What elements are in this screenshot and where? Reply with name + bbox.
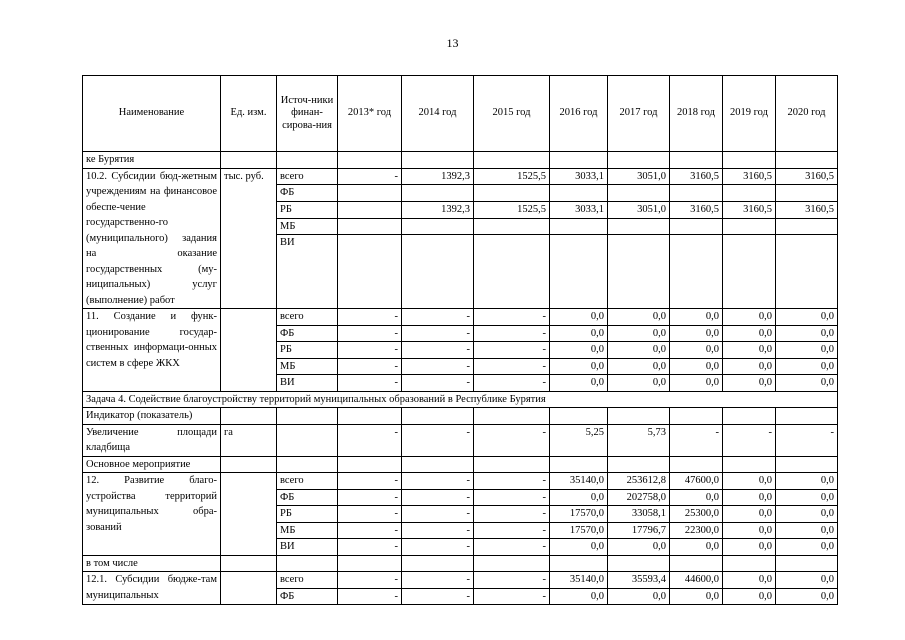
value-cell: 0,0 xyxy=(608,325,670,342)
empty-cell xyxy=(670,152,723,169)
empty-cell xyxy=(277,555,338,572)
empty-cell xyxy=(608,456,670,473)
value-cell: 0,0 xyxy=(670,358,723,375)
empty-cell xyxy=(402,555,474,572)
value-cell: 35140,0 xyxy=(550,473,608,490)
header-year: 2014 год xyxy=(402,76,474,152)
value-cell: 3160,5 xyxy=(776,168,838,185)
value-cell: - xyxy=(402,539,474,556)
value-cell: 0,0 xyxy=(723,325,776,342)
value-cell: - xyxy=(338,358,402,375)
value-cell: - xyxy=(474,489,550,506)
value-cell: 3160,5 xyxy=(723,168,776,185)
item-unit xyxy=(221,473,277,556)
value-cell: 0,0 xyxy=(608,588,670,605)
empty-cell xyxy=(550,408,608,425)
header-year: 2016 год xyxy=(550,76,608,152)
value-cell: 0,0 xyxy=(723,539,776,556)
value-cell: 0,0 xyxy=(776,588,838,605)
value-cell xyxy=(550,218,608,235)
value-cell: 25300,0 xyxy=(670,506,723,523)
funding-source: МБ xyxy=(277,218,338,235)
value-cell xyxy=(402,218,474,235)
value-cell: - xyxy=(338,168,402,185)
value-cell: 17570,0 xyxy=(550,522,608,539)
empty-cell xyxy=(608,555,670,572)
value-cell xyxy=(338,235,402,309)
value-cell: - xyxy=(402,325,474,342)
value-cell: 202758,0 xyxy=(608,489,670,506)
empty-cell xyxy=(338,456,402,473)
value-cell: - xyxy=(402,473,474,490)
value-cell: 0,0 xyxy=(776,358,838,375)
value-cell: - xyxy=(338,309,402,326)
value-cell: - xyxy=(474,572,550,589)
value-cell: 47600,0 xyxy=(670,473,723,490)
row-label: в том числе xyxy=(83,555,221,572)
value-cell: 0,0 xyxy=(776,342,838,359)
value-cell: 44600,0 xyxy=(670,572,723,589)
value-cell: 3051,0 xyxy=(608,168,670,185)
value-cell xyxy=(550,235,608,309)
value-cell: 0,0 xyxy=(670,539,723,556)
empty-cell xyxy=(776,555,838,572)
value-cell: - xyxy=(776,424,838,456)
funding-source: МБ xyxy=(277,358,338,375)
indicator-source xyxy=(277,424,338,456)
main-event-row xyxy=(83,456,838,473)
value-cell: - xyxy=(338,473,402,490)
value-cell: 0,0 xyxy=(608,539,670,556)
value-cell: 0,0 xyxy=(670,588,723,605)
funding-source: всего xyxy=(277,309,338,326)
including-row xyxy=(83,555,838,572)
value-cell xyxy=(608,185,670,202)
empty-cell xyxy=(221,408,277,425)
value-cell: - xyxy=(402,522,474,539)
empty-cell xyxy=(221,555,277,572)
value-cell: 0,0 xyxy=(776,489,838,506)
value-cell: - xyxy=(474,506,550,523)
value-cell: 0,0 xyxy=(608,375,670,392)
empty-cell xyxy=(402,456,474,473)
table-row xyxy=(83,572,838,589)
value-cell: 0,0 xyxy=(723,588,776,605)
value-cell: - xyxy=(402,358,474,375)
value-cell: - xyxy=(338,489,402,506)
header-year: 2017 год xyxy=(608,76,670,152)
value-cell: 0,0 xyxy=(550,325,608,342)
funding-source: РБ xyxy=(277,506,338,523)
continuation-row xyxy=(83,152,838,169)
value-cell: - xyxy=(338,539,402,556)
value-cell: 17570,0 xyxy=(550,506,608,523)
empty-cell xyxy=(776,152,838,169)
value-cell xyxy=(608,218,670,235)
funding-source: ФБ xyxy=(277,489,338,506)
row-label: Индикатор (показатель) xyxy=(83,408,221,425)
funding-source: ФБ xyxy=(277,588,338,605)
item-unit: тыс. руб. xyxy=(221,168,277,309)
value-cell: - xyxy=(474,309,550,326)
value-cell: 0,0 xyxy=(776,572,838,589)
value-cell: 0,0 xyxy=(723,342,776,359)
value-cell: 3160,5 xyxy=(670,201,723,218)
value-cell: - xyxy=(402,424,474,456)
funding-source: ФБ xyxy=(277,325,338,342)
value-cell xyxy=(550,185,608,202)
value-cell: 0,0 xyxy=(776,539,838,556)
empty-cell xyxy=(402,408,474,425)
value-cell: - xyxy=(338,342,402,359)
value-cell xyxy=(338,201,402,218)
value-cell xyxy=(723,218,776,235)
empty-cell xyxy=(776,408,838,425)
value-cell: 0,0 xyxy=(723,572,776,589)
value-cell: 5,25 xyxy=(550,424,608,456)
funding-source: всего xyxy=(277,168,338,185)
header-year: 2019 год xyxy=(723,76,776,152)
value-cell: 0,0 xyxy=(550,375,608,392)
header-year: 2020 год xyxy=(776,76,838,152)
empty-cell xyxy=(338,555,402,572)
value-cell: - xyxy=(402,588,474,605)
value-cell: 3160,5 xyxy=(670,168,723,185)
value-cell: 0,0 xyxy=(550,358,608,375)
empty-cell xyxy=(670,408,723,425)
empty-cell xyxy=(221,152,277,169)
value-cell xyxy=(608,235,670,309)
value-cell: 3160,5 xyxy=(723,201,776,218)
value-cell: 3033,1 xyxy=(550,201,608,218)
empty-cell xyxy=(474,555,550,572)
value-cell: 3160,5 xyxy=(776,201,838,218)
empty-cell xyxy=(723,555,776,572)
value-cell: - xyxy=(338,588,402,605)
value-cell xyxy=(670,235,723,309)
value-cell: - xyxy=(402,375,474,392)
value-cell: 22300,0 xyxy=(670,522,723,539)
value-cell: 0,0 xyxy=(723,506,776,523)
empty-cell xyxy=(550,456,608,473)
value-cell: - xyxy=(402,572,474,589)
funding-source: ВИ xyxy=(277,539,338,556)
indicator-label-row xyxy=(83,408,838,425)
empty-cell xyxy=(723,456,776,473)
item-name: 10.2. Субсидии бюд-жетным учреждениям на финансовое обеспе-чение государственно-го (муниципального) задания на оказание государственных (му-ниципальных) услуг (выполнение) работ xyxy=(83,168,221,309)
value-cell: 0,0 xyxy=(723,522,776,539)
value-cell: - xyxy=(474,358,550,375)
funding-source: РБ xyxy=(277,201,338,218)
value-cell: - xyxy=(402,489,474,506)
item-unit xyxy=(221,309,277,392)
value-cell: 1392,3 xyxy=(402,168,474,185)
value-cell: 0,0 xyxy=(670,489,723,506)
value-cell: 0,0 xyxy=(608,358,670,375)
value-cell: 0,0 xyxy=(776,473,838,490)
value-cell: - xyxy=(474,588,550,605)
empty-cell xyxy=(277,152,338,169)
value-cell: 0,0 xyxy=(776,506,838,523)
value-cell: 33058,1 xyxy=(608,506,670,523)
value-cell: 35140,0 xyxy=(550,572,608,589)
value-cell: 0,0 xyxy=(723,489,776,506)
empty-cell xyxy=(277,408,338,425)
empty-cell xyxy=(776,456,838,473)
value-cell: 0,0 xyxy=(608,309,670,326)
value-cell: 0,0 xyxy=(723,358,776,375)
value-cell: 0,0 xyxy=(550,309,608,326)
empty-cell xyxy=(277,456,338,473)
value-cell: - xyxy=(338,572,402,589)
item-name: 12. Развитие благо-устройства территорий муниципальных обра-зований xyxy=(83,473,221,556)
value-cell: - xyxy=(402,342,474,359)
value-cell: 0,0 xyxy=(776,522,838,539)
item-unit xyxy=(221,572,277,605)
value-cell: 0,0 xyxy=(723,473,776,490)
empty-cell xyxy=(402,152,474,169)
page-number: 13 xyxy=(446,36,459,50)
funding-source: РБ xyxy=(277,342,338,359)
value-cell: - xyxy=(474,375,550,392)
budget-table-body xyxy=(83,76,838,605)
value-cell: - xyxy=(474,522,550,539)
value-cell: 0,0 xyxy=(776,375,838,392)
empty-cell xyxy=(723,408,776,425)
value-cell: 0,0 xyxy=(670,309,723,326)
value-cell: 0,0 xyxy=(670,375,723,392)
value-cell: 0,0 xyxy=(670,342,723,359)
value-cell: - xyxy=(474,342,550,359)
empty-cell xyxy=(338,152,402,169)
value-cell xyxy=(402,235,474,309)
value-cell xyxy=(723,235,776,309)
value-cell: 0,0 xyxy=(550,489,608,506)
value-cell: 253612,8 xyxy=(608,473,670,490)
header-year: 2013* год xyxy=(338,76,402,152)
value-cell xyxy=(402,185,474,202)
value-cell xyxy=(338,185,402,202)
empty-cell xyxy=(474,152,550,169)
value-cell xyxy=(776,185,838,202)
empty-cell xyxy=(550,152,608,169)
value-cell: 0,0 xyxy=(550,539,608,556)
table-row xyxy=(83,168,838,185)
empty-cell xyxy=(221,456,277,473)
empty-cell xyxy=(670,456,723,473)
funding-source: ФБ xyxy=(277,185,338,202)
value-cell: - xyxy=(338,424,402,456)
value-cell: 0,0 xyxy=(776,325,838,342)
value-cell xyxy=(670,218,723,235)
value-cell: - xyxy=(338,506,402,523)
value-cell: - xyxy=(402,309,474,326)
empty-cell xyxy=(550,555,608,572)
value-cell: 0,0 xyxy=(550,588,608,605)
value-cell: 0,0 xyxy=(723,375,776,392)
value-cell: 35593,4 xyxy=(608,572,670,589)
value-cell: 3051,0 xyxy=(608,201,670,218)
empty-cell xyxy=(723,152,776,169)
value-cell xyxy=(670,185,723,202)
item-name: 11. Создание и функ-ционирование государ-ственных информаци-онных систем в сфере ЖКХ xyxy=(83,309,221,392)
value-cell: - xyxy=(474,424,550,456)
empty-cell xyxy=(338,408,402,425)
value-cell: 0,0 xyxy=(723,309,776,326)
funding-source: ВИ xyxy=(277,235,338,309)
table-row xyxy=(83,309,838,326)
value-cell: 1392,3 xyxy=(402,201,474,218)
row-label: Задача 4. Содействие благоустройству территорий муниципальных образований в Республике Бурятия xyxy=(83,391,838,408)
header-year: 2015 год xyxy=(474,76,550,152)
value-cell xyxy=(474,218,550,235)
value-cell xyxy=(474,185,550,202)
header-year: 2018 год xyxy=(670,76,723,152)
empty-cell xyxy=(608,408,670,425)
value-cell: 0,0 xyxy=(670,325,723,342)
value-cell: - xyxy=(402,506,474,523)
value-cell: - xyxy=(338,522,402,539)
value-cell: - xyxy=(474,539,550,556)
indicator-name: Увеличение площади кладбища xyxy=(83,424,221,456)
funding-source: всего xyxy=(277,473,338,490)
funding-source: ВИ xyxy=(277,375,338,392)
row-label: Основное мероприятие xyxy=(83,456,221,473)
row-label: ке Бурятия xyxy=(83,152,221,169)
value-cell: - xyxy=(474,473,550,490)
header-unit: Ед. изм. xyxy=(221,76,277,152)
value-cell: 0,0 xyxy=(608,342,670,359)
item-name: 12.1. Субсидии бюдже-там муниципальных xyxy=(83,572,221,605)
budget-table xyxy=(82,75,838,605)
indicator-unit: га xyxy=(221,424,277,456)
value-cell xyxy=(776,218,838,235)
table-row xyxy=(83,473,838,490)
value-cell: 1525,5 xyxy=(474,168,550,185)
value-cell: - xyxy=(338,375,402,392)
indicator-row xyxy=(83,424,838,456)
value-cell: - xyxy=(670,424,723,456)
table-header-row xyxy=(83,76,838,152)
value-cell: 3033,1 xyxy=(550,168,608,185)
task-row xyxy=(83,391,838,408)
value-cell xyxy=(723,185,776,202)
funding-source: МБ xyxy=(277,522,338,539)
value-cell: 5,73 xyxy=(608,424,670,456)
header-name: Наименование xyxy=(83,76,221,152)
value-cell: - xyxy=(723,424,776,456)
value-cell: - xyxy=(474,325,550,342)
empty-cell xyxy=(474,408,550,425)
value-cell: - xyxy=(338,325,402,342)
empty-cell xyxy=(670,555,723,572)
header-source: Источ-ники финан-сирова-ния xyxy=(277,76,338,152)
empty-cell xyxy=(474,456,550,473)
empty-cell xyxy=(608,152,670,169)
value-cell: 0,0 xyxy=(550,342,608,359)
value-cell: 0,0 xyxy=(776,309,838,326)
value-cell xyxy=(776,235,838,309)
value-cell xyxy=(338,218,402,235)
funding-source: всего xyxy=(277,572,338,589)
value-cell: 17796,7 xyxy=(608,522,670,539)
value-cell xyxy=(474,235,550,309)
value-cell: 1525,5 xyxy=(474,201,550,218)
